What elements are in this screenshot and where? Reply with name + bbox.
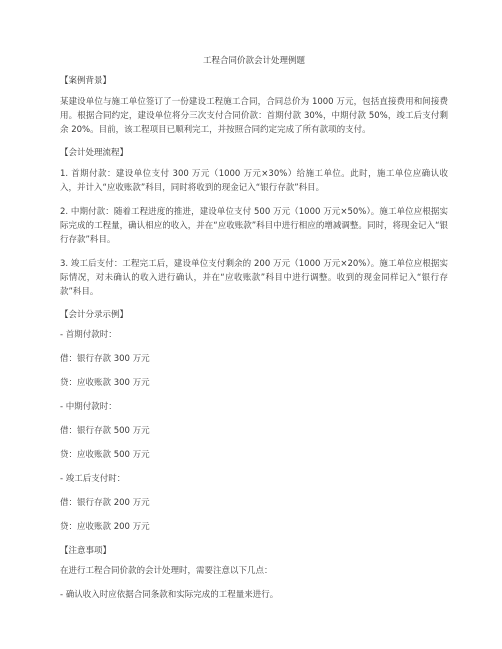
entry-line: 借：银行存款 500 万元 [60, 426, 150, 436]
notes-heading: 【注意事项】 [60, 546, 112, 556]
process-step-3: 3. 竣工后支付：工程完工后，建设单位支付剩余的 200 万元（1000 万元×20%）。施工单位应根据实际情况，对未确认的收入进行确认，并在“应收账款”科目中进行调整。收到的现金同样记入“银行存款”科目。 [60, 259, 448, 297]
note-item: - 确认收入时应依据合同条款和实际完成的工程量来进行。 [60, 590, 279, 600]
entry-line: 贷：应收账款 200 万元 [60, 522, 150, 532]
entry-line: 借：银行存款 300 万元 [60, 354, 150, 364]
background-paragraph: 某建设单位与施工单位签订了一份建设工程施工合同，合同总价为 1000 万元，包括直接费用和间接费用。根据合同约定，建设单位将分三次支付合同价款：首期付款 30%，中期付款 50%，竣工后支付剩余 20%。目前，该工程项目已顺利完工，并按照合同约定完成了所有款项的支付。 [60, 97, 448, 135]
notes-intro: 在进行工程合同价款的会计处理时，需要注意以下几点： [60, 566, 273, 576]
process-step-2: 2. 中期付款：随着工程进度的推进，建设单位支付 500 万元（1000 万元×50%）。施工单位应根据实际完成的工程量，确认相应的收入，并在“应收账款”科目中进行相应的增减调整。同时，将现金记入“银行存款”科目。 [60, 207, 448, 245]
process-heading: 【会计处理流程】 [60, 148, 129, 158]
entry-line: 贷：应收账款 300 万元 [60, 378, 150, 388]
entry-line: 借：银行存款 200 万元 [60, 498, 150, 508]
entries-heading: 【会计分录示例】 [60, 310, 129, 320]
entry-line: - 中期付款时： [60, 402, 117, 412]
entry-line: - 首期付款时： [60, 330, 117, 340]
process-step-1: 1. 首期付款：建设单位支付 300 万元（1000 万元×30%）给施工单位。此时，施工单位应确认收入，并计入“应收账款”科目，同时将收到的现金记入“银行存款”科目。 [60, 169, 448, 193]
entry-line: 贷：应收账款 500 万元 [60, 450, 150, 460]
background-heading: 【案例背景】 [60, 76, 112, 86]
entry-line: - 竣工后支付时： [60, 474, 126, 484]
document-title: 工程合同价款会计处理例题 [202, 56, 305, 66]
